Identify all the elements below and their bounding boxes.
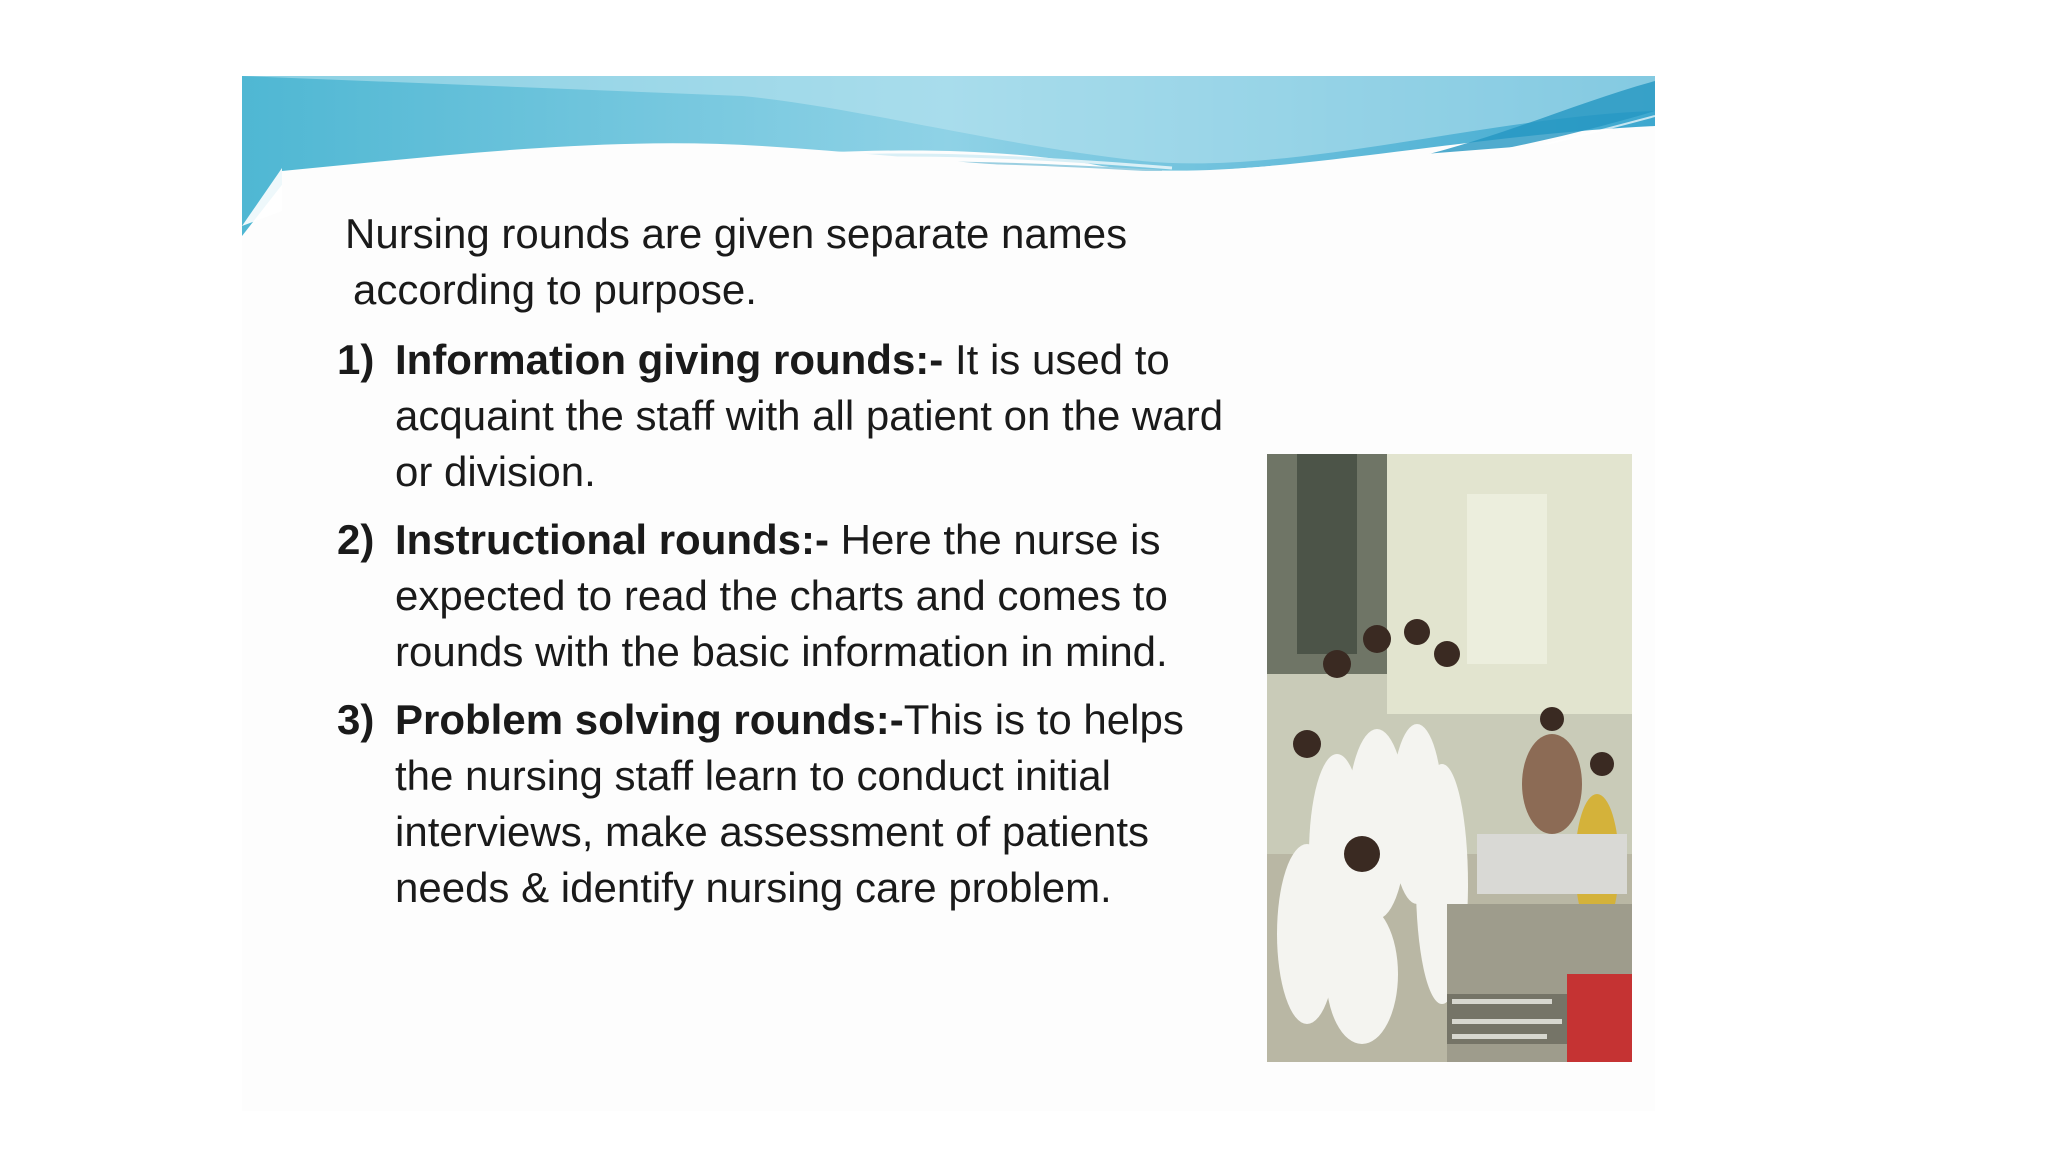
item-term: Instructional rounds:-: [395, 516, 829, 563]
item-number: 1): [337, 336, 375, 383]
item-description: Here the nurse is expected to read the charts and comes to rounds with the basic information in mind.: [395, 516, 1168, 675]
item-number: 3): [337, 696, 375, 743]
item-term: Information giving rounds:-: [395, 336, 944, 383]
list-item-instructional: [337, 512, 1235, 680]
slide: [242, 76, 1655, 1111]
item-description: This is to helps the nursing staff learn to conduct initial interviews, make assessment of patients needs & identify nursing care problem.: [395, 696, 1184, 911]
slide-body: [337, 206, 1387, 928]
item-term: Problem solving rounds:-: [395, 696, 904, 743]
intro-line-2: according to purpose.: [353, 266, 757, 313]
list-item-information-giving: [337, 332, 1235, 500]
item-description: It is used to acquaint the staff with all patient on the ward or division.: [395, 336, 1224, 495]
intro-paragraph: [337, 206, 1387, 318]
ward-photo-image: [1267, 454, 1632, 1062]
list-item-problem-solving: [337, 692, 1235, 916]
item-number: 2): [337, 516, 375, 563]
nurses-ward-photo: [1267, 454, 1632, 1062]
intro-line-1: Nursing rounds are given separate names: [345, 210, 1128, 257]
